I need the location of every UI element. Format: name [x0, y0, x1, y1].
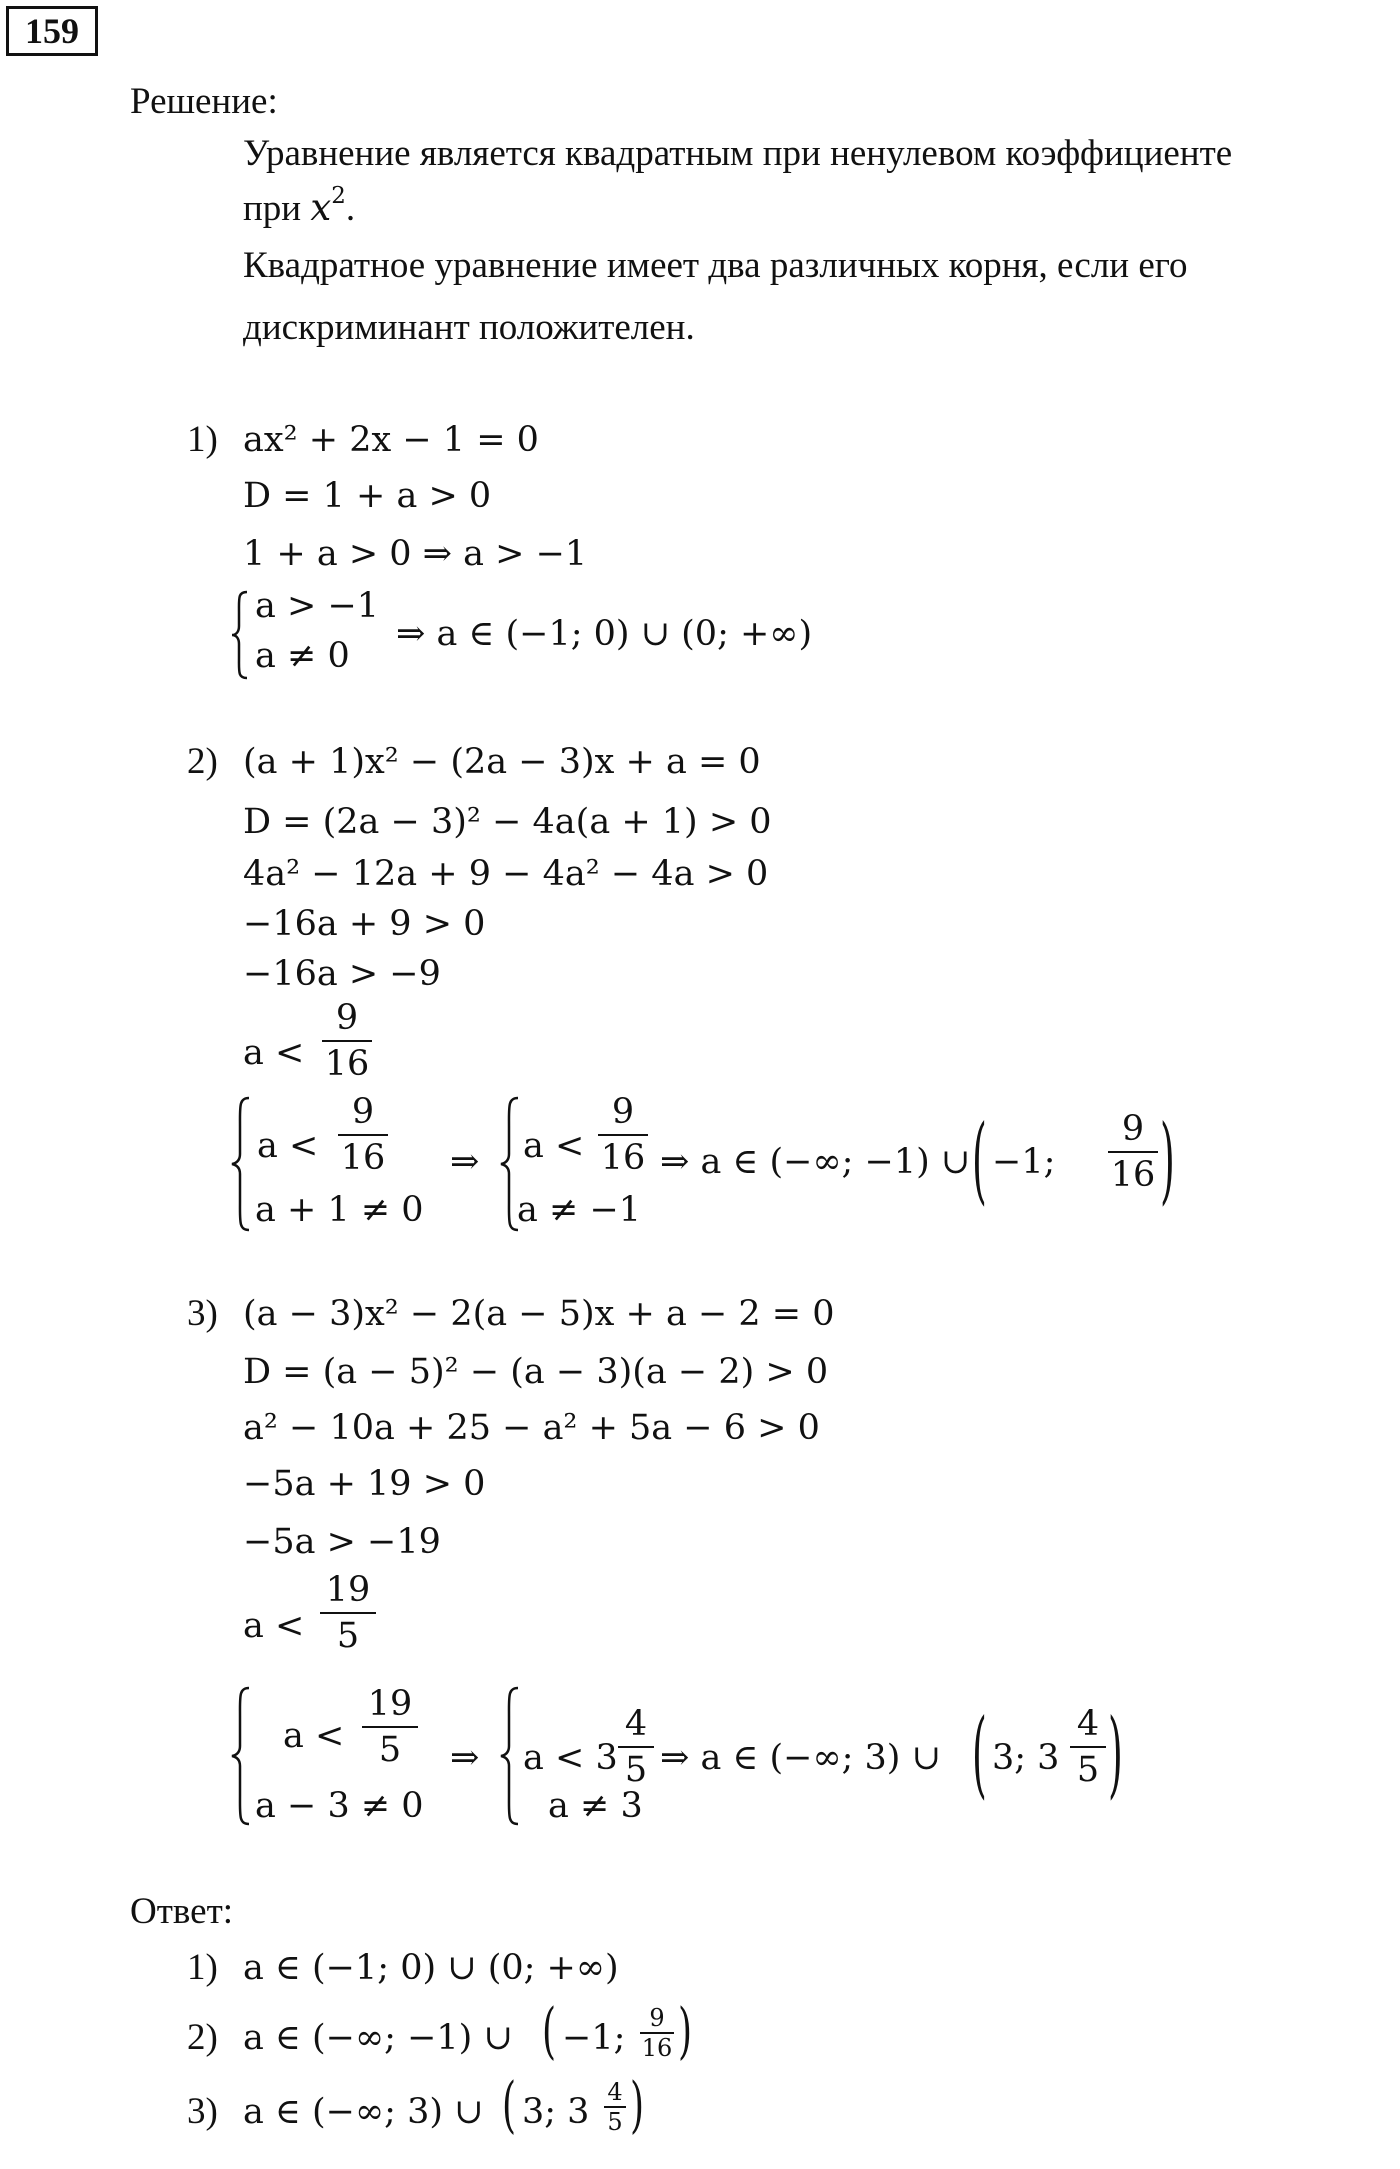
- part-3-system1-line-1: a <: [283, 1716, 345, 1756]
- part-1-index: 1): [187, 419, 218, 460]
- part-3-conclusion-fraction: 4 5: [1070, 1702, 1106, 1792]
- part-1-system-line-2: a ≠ 0: [255, 636, 350, 676]
- intro-line-4: дискриминант положителен.: [243, 307, 695, 348]
- part-3-line-3: a² − 10a + 25 − a² + 5a − 6 > 0: [243, 1408, 820, 1448]
- part-3-system2-brace: [500, 1686, 522, 1826]
- intro-line-3: Квадратное уравнение имеет два различных корня, если его: [243, 245, 1188, 286]
- answer-2-left-paren: (: [542, 1996, 557, 2067]
- answer-2-fraction: 9 16: [641, 2004, 673, 2062]
- part-3-index: 3): [187, 1293, 218, 1334]
- answer-2-text: a ∈ (−∞; −1) ∪: [243, 2018, 513, 2058]
- part-2-arrow: ⇒: [450, 1142, 480, 1182]
- part-3-system2-fraction: 4 5: [618, 1702, 654, 1792]
- part-2-right-paren: ): [1160, 1104, 1175, 1215]
- answer-3-left-paren: (: [502, 2070, 517, 2141]
- answer-2-inner: −1;: [562, 2018, 626, 2058]
- part-2-fraction: 9 16: [322, 996, 372, 1086]
- answer-3-index: 3): [187, 2091, 218, 2132]
- part-2-line-4: −16a + 9 > 0: [243, 904, 486, 944]
- part-2-system2-line-1: a <: [523, 1126, 585, 1166]
- part-1-system-line-1: a > −1: [255, 586, 380, 626]
- part-2-conclusion: ⇒ a ∈ (−∞; −1) ∪: [660, 1142, 971, 1182]
- part-3-system1-line-2: a − 3 ≠ 0: [255, 1786, 424, 1826]
- part-3-arrow: ⇒: [450, 1738, 480, 1778]
- part-2-line-5: −16a > −9: [243, 954, 441, 994]
- part-3-line-4: −5a + 19 > 0: [243, 1464, 486, 1504]
- part-1-line-2: D = 1 + a > 0: [243, 476, 492, 516]
- part-2-lt-line: a <: [243, 1033, 305, 1073]
- part-3-line-1: (a − 3)x² − 2(a − 5)x + a − 2 = 0: [243, 1294, 835, 1334]
- part-2-system2-line-2: a ≠ −1: [517, 1190, 642, 1230]
- part-2-system1-brace: [231, 1096, 253, 1232]
- part-2-line-1: (a + 1)x² − (2a − 3)x + a = 0: [243, 742, 761, 782]
- part-1-conclusion: ⇒ a ∈ (−1; 0) ∪ (0; +∞): [396, 614, 813, 654]
- part-3-line-5: −5a > −19: [243, 1522, 441, 1562]
- answer-1-text: a ∈ (−1; 0) ∪ (0; +∞): [243, 1948, 619, 1988]
- part-2-conclusion-fraction: 9 16: [1108, 1107, 1158, 1197]
- part-1-line-1: ax² + 2x − 1 = 0: [243, 420, 539, 460]
- answer-2-index: 2): [187, 2017, 218, 2058]
- answer-heading: Ответ:: [130, 1891, 234, 1932]
- answer-3-right-paren: ): [630, 2070, 645, 2141]
- part-2-line-2: D = (2a − 3)² − 4a(a + 1) > 0: [243, 802, 772, 842]
- problem-number: 159: [6, 6, 98, 56]
- part-2-system1-fraction: 9 16: [338, 1090, 388, 1180]
- answer-2-right-paren: ): [678, 1996, 693, 2067]
- part-2-index: 2): [187, 741, 218, 782]
- part-1-system-brace: [231, 590, 251, 680]
- part-2-system2-fraction: 9 16: [598, 1090, 648, 1180]
- part-3-line-2: D = (a − 5)² − (a − 3)(a − 2) > 0: [243, 1352, 829, 1392]
- part-2-interval-left: −1;: [992, 1142, 1056, 1182]
- solution-heading: Решение:: [130, 81, 278, 122]
- intro-line-1: Уравнение является квадратным при ненулевом коэффициенте: [243, 133, 1233, 174]
- part-3-right-paren: ): [1108, 1698, 1123, 1809]
- part-3-interval-left: 3; 3: [992, 1738, 1060, 1778]
- part-3-lt-line: a <: [243, 1606, 305, 1646]
- part-2-system1-line-1: a <: [257, 1126, 319, 1166]
- part-3-fraction: 19 5: [320, 1568, 376, 1658]
- part-3-left-paren: (: [972, 1698, 987, 1809]
- part-2-left-paren: (: [972, 1104, 987, 1215]
- part-3-system2-line-1: a < 3: [523, 1738, 618, 1778]
- part-1-line-3: 1 + a > 0 ⇒ a > −1: [243, 534, 588, 574]
- part-3-system1-brace: [231, 1686, 253, 1826]
- answer-3-text: a ∈ (−∞; 3) ∪: [243, 2092, 484, 2132]
- part-3-system1-fraction: 19 5: [362, 1682, 418, 1772]
- part-3-system2-line-2: a ≠ 3: [548, 1786, 643, 1826]
- part-3-conclusion: ⇒ a ∈ (−∞; 3) ∪: [660, 1738, 941, 1778]
- answer-1-index: 1): [187, 1947, 218, 1988]
- answer-3-inner: 3; 3: [522, 2092, 590, 2132]
- answer-3-fraction: 4 5: [604, 2078, 626, 2136]
- intro-line-2: при $x^2$.: [243, 182, 356, 229]
- part-2-system1-line-2: a + 1 ≠ 0: [255, 1190, 424, 1230]
- part-2-line-3: 4a² − 12a + 9 − 4a² − 4a > 0: [243, 854, 769, 894]
